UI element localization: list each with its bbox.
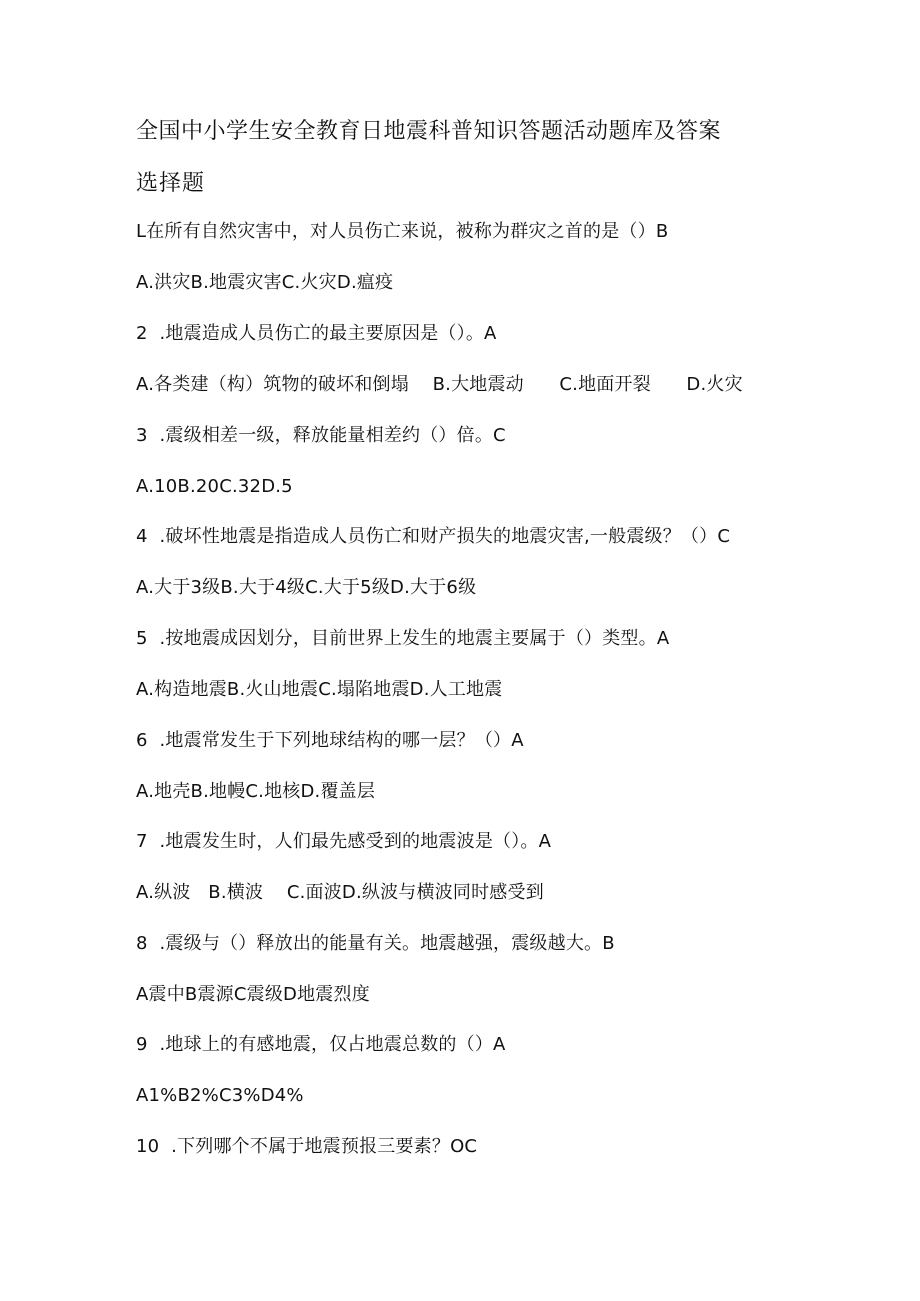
options-line: A.大于3级B.大于4级C.大于5级D.大于6级 [136, 577, 477, 598]
question-line: 7 .地震发生时，人们最先感受到的地震波是（）。A [136, 831, 552, 852]
options-line: A.构造地震B.火山地震C.塌陷地震D.人工地震 [136, 679, 503, 700]
options-line: A震中B震源C震级D地震烈度 [136, 984, 370, 1005]
question-line: 10 .下列哪个不属于地震预报三要素？OC [136, 1136, 478, 1157]
question-line: 6 .地震常发生于下列地球结构的哪一层？（）A [136, 730, 524, 751]
question-line: L在所有自然灾害中，对人员伤亡来说，被称为群灾之首的是（）B [136, 221, 669, 242]
options-line: A.洪灾B.地震灾害C.火灾D.瘟疫 [136, 272, 394, 293]
options-line: A.10B.20C.32D.5 [136, 476, 293, 497]
question-line: 2 .地震造成人员伤亡的最主要原因是（）。A [136, 323, 497, 344]
question-line: 3 .震级相差一级，释放能量相差约（）倍。C [136, 425, 506, 446]
section-heading: 选择题 [136, 171, 206, 196]
question-line: 5 .按地震成因划分，目前世界上发生的地震主要属于（）类型。A [136, 628, 670, 649]
options-line: A.地壳B.地幔C.地核D.覆盖层 [136, 781, 376, 802]
options-line: A.各类建（构）筑物的破坏和倒塌 B.大地震动 C.地面开裂 D.火灾 [136, 374, 743, 395]
question-line: 4 .破坏性地震是指造成人员伤亡和财产损失的地震灾害,一般震级？（）C [136, 526, 731, 547]
document-title: 全国中小学生安全教育日地震科普知识答题活动题库及答案 [136, 119, 722, 144]
options-line: A1%B2%C3%D4% [136, 1085, 304, 1106]
question-line: 8 .震级与（）释放出的能量有关。地震越强，震级越大。B [136, 933, 615, 954]
question-line: 9 .地球上的有感地震，仅占地震总数的（）A [136, 1034, 506, 1055]
options-line: A.纵波 B.横波 C.面波D.纵波与横波同时感受到 [136, 882, 544, 903]
